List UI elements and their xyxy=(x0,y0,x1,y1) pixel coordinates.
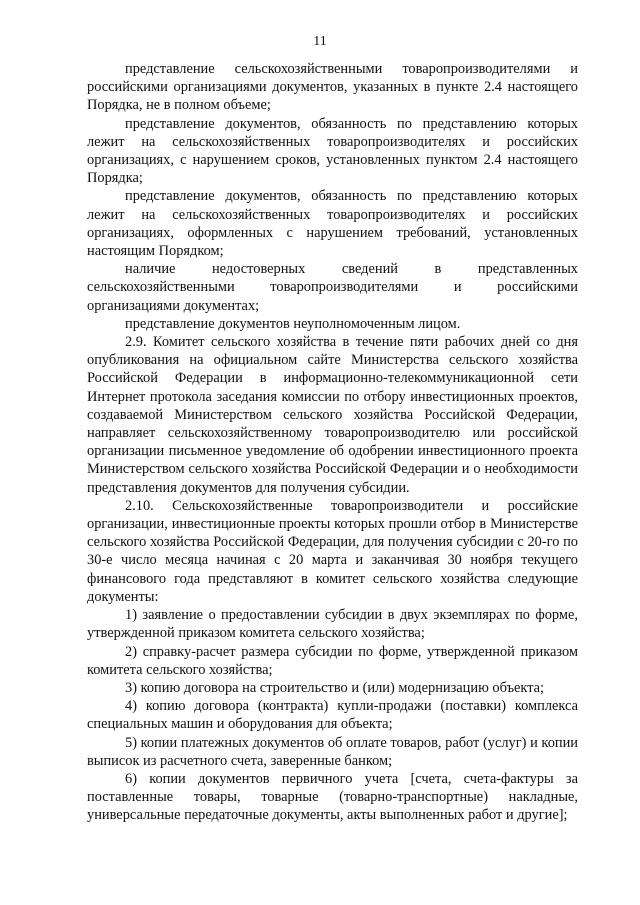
list-item-3: 3) копию договора на строительство и (или) модернизацию объекта; xyxy=(125,679,545,696)
list-item-1: 1) заявление о предоставлении субсидии в двух экземплярах по форме, утвержденной приказом комитета сельского хозяйства; xyxy=(87,607,578,642)
list-item-5: 5) копии платежных документов об оплате товаров, работ (услуг) и копии выписок из расчетного счета, заверенные банком; xyxy=(87,734,578,769)
paragraph-section-2-9: 2.9. Комитет сельского хозяйства в течение пяти рабочих дней со дня опубликования на официальном сайте Министерства сельского хозяйства Российской Федерации в информационно-телекоммуникационной сети Интернет протокола заседания комиссии по отбору инвестиционных проектов, создаваемой Министерством сельского хозяйства Российской Федерации, направляет сельскохозяйственному товаропроизводителю или российской организации письменное уведомление об одобрении инвестиционного проекта Министерством сельского хозяйства Российской Федерации и о необходимости представления документов для получения субсидии. xyxy=(87,334,578,496)
paragraph-deadline-violation: представление документов, обязанность по представлению которых лежит на сельскохозяйственных товаропроизводителях и российских организациях, с нарушением сроков, установленных пунктом 2.4 настоящего Порядка; xyxy=(87,115,578,187)
paragraph-false-information: наличие недостоверных сведений в представленных сельскохозяйственными товаропроизводителями и российскими организациями документах; xyxy=(87,261,578,314)
list-item-4: 4) копию договора (контракта) купли-продажи (поставки) комплекса специальных машин и оборудования для объекта; xyxy=(87,698,578,733)
paragraph-unauthorized-person: представление документов неуполномоченным лицом. xyxy=(125,315,461,332)
page-number: 11 xyxy=(313,34,327,49)
paragraph-format-violation: представление документов, обязанность по представлению которых лежит на сельскохозяйственных товаропроизводителях и российских организациях, оформленных с нарушением требований, установленных настоящим Порядком; xyxy=(87,188,578,260)
paragraph-incomplete-documents: представление сельскохозяйственными товаропроизводителями и российскими организациями документов, указанных в пункте 2.4 настоящего Порядка, не в полном объеме; xyxy=(87,61,578,114)
list-item-2: 2) справку-расчет размера субсидии по форме, утвержденной приказом комитета сельского хозяйства; xyxy=(87,643,578,678)
list-item-6: 6) копии документов первичного учета [счета, счета-фактуры за поставленные товары, товарные (товарно-транспортные) накладные, универсальные передаточные документы, акты выполненных работ и другие]; xyxy=(87,770,578,824)
paragraph-section-2-10: 2.10. Сельскохозяйственные товаропроизводители и российские организации, инвестиционные проекты которых прошли отбор в Министерстве сельского хозяйства Российской Федерации, для получения субсидии с 20-го по 30-е число месяца начиная с 20 марта и заканчивая 30 ноября текущего финансового года представляют в комитет сельского хозяйства следующие документы: xyxy=(87,497,578,605)
document-body xyxy=(87,60,578,825)
